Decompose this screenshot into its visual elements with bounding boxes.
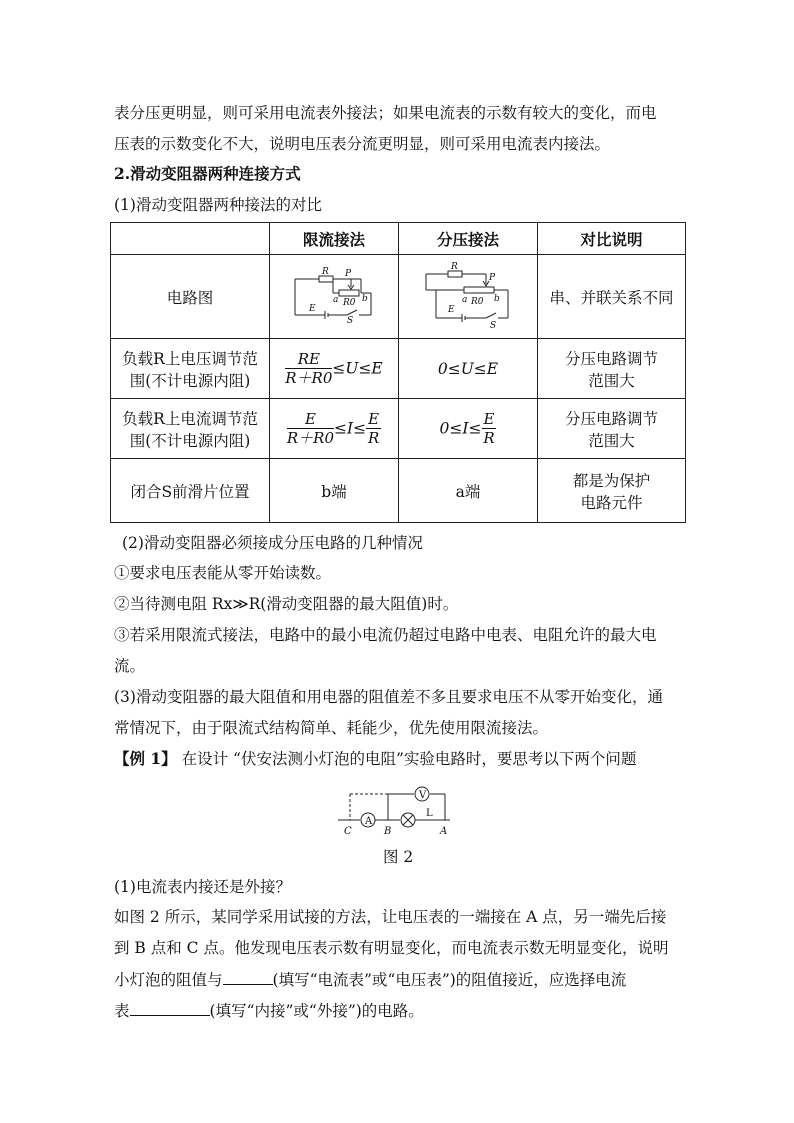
current-fraction-2 bbox=[366, 410, 381, 447]
table-row bbox=[111, 339, 686, 399]
sub2-item3-line1: ③若采用限流式接法，电路中的最小电流仍超过电路中电表、电阻允许的最大电 bbox=[114, 626, 657, 644]
current-label-line2: 围(不计电源内阻) bbox=[129, 431, 251, 450]
note-circuit: 串、并联关系不同 bbox=[538, 255, 686, 339]
label-E: E bbox=[448, 304, 455, 315]
sub2-item2: ②当待测电阻 Rx≫R(滑动变阻器的最大阻值)时。 bbox=[114, 595, 459, 613]
example-tag: 【例 1】 bbox=[114, 749, 177, 768]
label-R0: R0 bbox=[471, 296, 484, 307]
note-voltage bbox=[538, 339, 686, 399]
label-a: a bbox=[333, 294, 339, 305]
limit-slider-position: b端 bbox=[270, 459, 399, 523]
q1-title: (1)电流表内接还是外接？ bbox=[114, 878, 291, 896]
note-current bbox=[538, 399, 686, 459]
sub2-item3-line2: 流。 bbox=[114, 657, 146, 675]
label-P: P bbox=[489, 272, 496, 283]
divider-voltage-range: 0≤U≤E bbox=[399, 339, 538, 399]
header-divider: 分压接法 bbox=[399, 223, 538, 255]
current-note-line1: 分压电路调节 bbox=[564, 409, 658, 428]
label-R: R bbox=[451, 261, 458, 272]
voltage-frac-num: RE bbox=[285, 350, 332, 369]
note-slider bbox=[538, 459, 686, 523]
voltage-fraction bbox=[285, 350, 332, 387]
answer-blank-1[interactable] bbox=[223, 968, 273, 985]
current-fraction bbox=[287, 410, 334, 447]
sub2-item1: ①要求电压表能从零开始读数。 bbox=[114, 564, 332, 582]
slider-note-line2: 电路元件 bbox=[580, 493, 643, 512]
current-frac2-den: R bbox=[367, 429, 380, 447]
current-frac-num: E bbox=[287, 410, 334, 429]
q1-line2: 到 B 点和 C 点。他发现电压表示数有明显变化，而电流表示数无明显变化，说明 bbox=[114, 939, 669, 957]
para1-line1: 表分压更明显，则可采用电流表外接法；如果电流表的示数有较大的变化，而电 bbox=[114, 104, 657, 122]
point-A-label: A bbox=[440, 826, 448, 837]
figure-2-caption: 图 2 bbox=[383, 848, 414, 866]
table-header-row bbox=[111, 223, 686, 255]
label-R: R bbox=[322, 266, 329, 277]
limit-current-range bbox=[270, 399, 399, 459]
ammeter-label: A bbox=[365, 816, 373, 827]
row-label-current bbox=[111, 399, 270, 459]
lamp-label: L bbox=[426, 808, 433, 819]
table-row bbox=[111, 399, 686, 459]
limit-circuit-svg bbox=[289, 265, 379, 325]
figure-2-circuit bbox=[330, 782, 460, 840]
row-label-circuit: 电路图 bbox=[111, 255, 270, 339]
example-text: 在设计 “伏安法测小灯泡的电阻”实验电路时，要思考以下两个问题 bbox=[176, 750, 637, 768]
sub1-title: (1)滑动变阻器两种接法的对比 bbox=[114, 196, 322, 214]
label-S: S bbox=[490, 320, 497, 330]
label-S: S bbox=[347, 315, 354, 325]
q1-line4-suffix: (填写“内接”或“外接”)的电路。 bbox=[209, 1002, 424, 1020]
header-note: 对比说明 bbox=[538, 223, 686, 255]
para1-line2: 压表的示数变化不大，说明电压表分流更明显，则可采用电流表内接法。 bbox=[114, 135, 611, 153]
voltage-label-line1: 负载R上电压调节范 bbox=[122, 349, 258, 368]
comparison-table bbox=[110, 222, 686, 523]
table-row bbox=[111, 459, 686, 523]
voltage-frac-den: R＋R0 bbox=[285, 369, 333, 387]
label-E: E bbox=[309, 303, 316, 314]
sub3-line2: 常情况下，由于限流式结构简单、耗能少，优先使用限流接法。 bbox=[114, 719, 549, 737]
voltage-ineq: ≤U≤E bbox=[332, 359, 383, 378]
divider-circuit-svg bbox=[418, 260, 518, 330]
label-R0: R0 bbox=[343, 297, 356, 308]
divider-circuit-diagram bbox=[399, 255, 538, 339]
row-label-voltage bbox=[111, 339, 270, 399]
current-note-line2: 范围大 bbox=[588, 431, 635, 450]
divider-current-range bbox=[399, 399, 538, 459]
current-frac2-num: E bbox=[368, 410, 380, 428]
header-empty bbox=[111, 223, 270, 255]
sub2-title: (2)滑动变阻器必须接成分压电路的几种情况 bbox=[122, 534, 423, 552]
divider-current-prefix: 0≤I≤ bbox=[439, 419, 482, 438]
point-C-label: C bbox=[344, 826, 352, 837]
voltage-note-line2: 范围大 bbox=[588, 371, 635, 390]
limit-voltage-range bbox=[270, 339, 399, 399]
q1-line4-prefix: 表 bbox=[114, 1002, 130, 1020]
sub3-line1: (3)滑动变阻器的最大阻值和用电器的阻值差不多且要求电压不从零开始变化，通 bbox=[114, 688, 663, 706]
table-row bbox=[111, 255, 686, 339]
divider-slider-position: a端 bbox=[399, 459, 538, 523]
label-b: b bbox=[362, 293, 368, 304]
voltmeter-label: V bbox=[419, 790, 427, 801]
divider-current-den: R bbox=[483, 429, 495, 447]
q1-line3-suffix: (填写“电流表”或“电压表”)的阻值接近，应选择电流 bbox=[272, 971, 627, 989]
voltage-note-line1: 分压电路调节 bbox=[564, 349, 658, 368]
label-a: a bbox=[462, 294, 468, 305]
section2-title: 2.滑动变阻器两种连接方式 bbox=[114, 164, 301, 183]
divider-current-fraction bbox=[482, 410, 497, 447]
header-limit: 限流接法 bbox=[270, 223, 399, 255]
q1-line1: 如图 2 所示，某同学采用试接的方法，让电压表的一端接在 A 点，另一端先后接 bbox=[114, 908, 667, 926]
current-ineq: ≤I≤ bbox=[334, 419, 367, 438]
label-P: P bbox=[345, 268, 352, 279]
current-label-line1: 负载R上电流调节范 bbox=[122, 409, 258, 428]
point-B-label: B bbox=[384, 826, 392, 837]
current-frac-den: R＋R0 bbox=[286, 429, 335, 447]
limit-circuit-diagram bbox=[270, 255, 399, 339]
q1-line3 bbox=[114, 968, 626, 991]
example-1 bbox=[114, 748, 636, 770]
q1-line4 bbox=[114, 999, 424, 1022]
voltage-label-line2: 围(不计电源内阻) bbox=[129, 371, 251, 390]
row-label-slider: 闭合S前滑片位置 bbox=[111, 459, 270, 523]
slider-note-line1: 都是为保护 bbox=[572, 471, 651, 490]
q1-line3-prefix: 小灯泡的阻值与 bbox=[114, 971, 223, 989]
divider-current-num: E bbox=[483, 410, 495, 428]
label-b: b bbox=[494, 293, 500, 304]
answer-blank-2[interactable] bbox=[130, 999, 210, 1016]
